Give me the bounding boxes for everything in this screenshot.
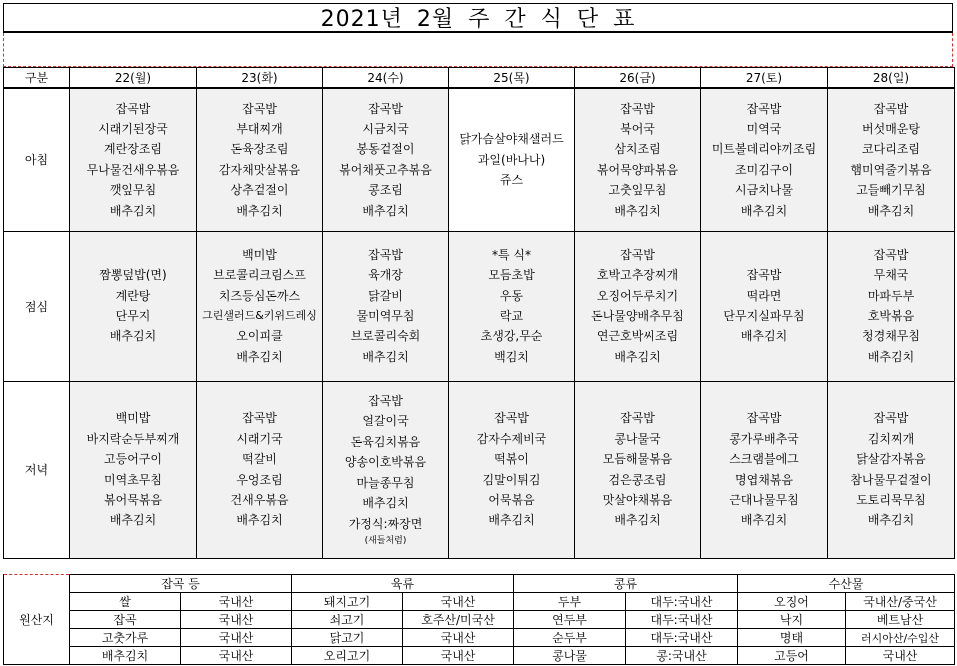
menu-item: 무나물건새우볶음	[86, 162, 180, 177]
menu-item: 배추김치	[236, 513, 283, 528]
menu-item: 검은콩조림	[608, 472, 667, 487]
menu-item: 초생강,무순	[480, 329, 543, 344]
menu-item: 우엉조림	[236, 472, 283, 487]
origin-item: 명태	[738, 629, 846, 647]
menu-cell	[828, 88, 955, 231]
menu-item: 미역초무침	[104, 472, 162, 487]
menu-item: 잡곡밥	[746, 101, 782, 116]
menu-cell	[575, 88, 701, 231]
menu-item: 물미역무침	[356, 309, 415, 323]
menu-item: 얼갈이국	[362, 414, 409, 429]
menu-item: 조미김구이	[735, 162, 793, 177]
menu-cell	[197, 88, 323, 231]
origin-country: 대두:국내산	[626, 593, 738, 611]
menu-item: 브로콜리크림스프	[213, 268, 306, 283]
menu-item: 백미밥	[242, 247, 277, 262]
menu-item: 잡곡밥	[620, 247, 655, 262]
menu-item: 배추김치	[362, 349, 409, 364]
origin-country: 대두:국내산	[626, 629, 738, 647]
origin-row	[4, 611, 955, 629]
menu-item: 배추김치	[109, 513, 157, 528]
menu-item: 배추김치	[362, 203, 409, 218]
menu-item: 배추김치	[740, 329, 788, 344]
menu-cell	[828, 381, 955, 558]
menu-item: 감자수제비국	[476, 431, 547, 446]
menu-item: 도토리묵무침	[856, 492, 926, 507]
origin-country: 국내산	[846, 647, 955, 665]
meal-label: 저녁	[4, 381, 70, 558]
menu-item: 배추김치	[109, 203, 157, 218]
menu-item: 배추김치	[109, 329, 157, 344]
menu-item: 맛살야채볶음	[602, 492, 673, 507]
menu-item: 잡곡밥	[368, 247, 403, 262]
menu-item: 잡곡밥	[620, 411, 655, 426]
menu-item: 잡곡밥	[746, 268, 782, 283]
menu-cell	[70, 88, 197, 231]
menu-item: 배추김치	[614, 349, 661, 364]
menu-item: 떡갈비	[242, 452, 277, 467]
menu-item: 마늘종무침	[356, 475, 415, 490]
menu-item: 배추김치	[614, 513, 661, 528]
menu-cell	[828, 231, 955, 381]
menu-item: 돈육장조림	[230, 142, 289, 157]
menu-cell	[323, 88, 449, 231]
menu-item: 봉동겉절이	[356, 142, 415, 157]
origin-row	[4, 629, 955, 647]
menu-item: 닭가슴살야채샐러드	[459, 132, 564, 147]
origin-item: 콩나물	[514, 647, 626, 665]
menu-item: 콩나물국	[614, 431, 661, 446]
origin-label: 원산지	[4, 575, 70, 665]
menu-item: 배추김치	[488, 513, 535, 528]
menu-cell	[197, 381, 323, 558]
menu-item: 잡곡밥	[115, 101, 151, 116]
menu-item: 모듬해물볶음	[602, 452, 673, 467]
origin-item: 고등어	[738, 647, 846, 665]
origin-country: 베트남산	[846, 611, 955, 629]
menu-item: *특 식*	[492, 247, 531, 262]
origin-country: 러시아산/수입산	[846, 629, 955, 647]
menu-item: 삼치조림	[614, 142, 661, 157]
origin-item: 잡곡	[70, 611, 181, 629]
menu-item: 떡볶이	[494, 452, 529, 467]
menu-item: 배추김치	[614, 203, 661, 218]
day-header: 24(수)	[323, 68, 449, 89]
menu-item: 육개장	[368, 268, 403, 283]
menu-item: 시금치국	[362, 121, 409, 136]
menu-item: 콩조림	[368, 183, 403, 198]
menu-item: 마파두부	[867, 288, 915, 303]
menu-item: 시래기국	[236, 431, 283, 446]
menu-item: 오징어두루치기	[596, 288, 679, 303]
menu-cell	[70, 381, 197, 558]
menu-cell	[449, 88, 575, 231]
menu-item: 스크램블에그	[729, 452, 799, 467]
menu-cell	[701, 381, 828, 558]
menu-item: 바지락순두부찌개	[86, 431, 180, 446]
menu-item: 단무지	[115, 309, 151, 323]
origin-country: 콩:국내산	[626, 647, 738, 665]
origin-item: 돼지고기	[292, 593, 403, 611]
menu-item: 잡곡밥	[873, 101, 909, 116]
menu-item: 잡곡밥	[242, 101, 277, 116]
menu-item: 돈육김치볶음	[350, 434, 421, 449]
weekly-menu-table	[3, 67, 955, 559]
origin-table	[3, 574, 955, 665]
origin-item: 닭고기	[292, 629, 403, 647]
menu-item: 가정식:짜장면	[348, 516, 423, 531]
menu-item: 오이피클	[236, 329, 283, 344]
origin-item: 배추김치	[70, 647, 181, 665]
day-header: 26(금)	[575, 68, 701, 89]
origin-item: 연두부	[514, 611, 626, 629]
origin-row	[4, 647, 955, 665]
origin-item: 쌀	[70, 593, 181, 611]
menu-item: 배추김치	[867, 203, 915, 218]
menu-item: 명엽채볶음	[735, 472, 793, 487]
menu-cell	[449, 231, 575, 381]
menu-item: 잡곡밥	[873, 247, 909, 262]
menu-item: 잡곡밥	[494, 411, 529, 426]
menu-item: 상추겉절이	[230, 183, 289, 198]
origin-item: 오리고기	[292, 647, 403, 665]
menu-item: 계란탕	[115, 288, 151, 303]
menu-item: 시래기된장국	[98, 121, 168, 136]
menu-item: 볶어묵볶음	[104, 492, 162, 507]
menu-item: 쥬스	[499, 172, 524, 187]
menu-item: 잡곡밥	[368, 394, 403, 409]
menu-item: 고들빼기무침	[856, 183, 926, 198]
origin-category: 수산물	[738, 575, 955, 593]
menu-item: 모듬초밥	[488, 268, 535, 283]
menu-item: 콩가루배추국	[729, 431, 799, 446]
origin-category: 잡곡 등	[70, 575, 292, 593]
menu-item: 잡곡밥	[620, 101, 655, 116]
menu-cell	[701, 231, 828, 381]
origin-country: 국내산	[403, 647, 514, 665]
day-header: 28(일)	[828, 68, 955, 89]
day-header: 25(목)	[449, 68, 575, 89]
menu-item: 미트볼데리야끼조림	[711, 142, 817, 157]
origin-category: 육류	[292, 575, 514, 593]
origin-country: 국내산	[181, 647, 292, 665]
menu-item: 치즈등심돈까스	[218, 288, 301, 303]
menu-item-note: (새들처럼)	[364, 535, 407, 546]
menu-item: 닭갈비	[368, 288, 403, 303]
menu-item: 건새우볶음	[230, 492, 289, 507]
menu-item: 잡곡밥	[873, 411, 909, 426]
day-header: 27(토)	[701, 68, 828, 89]
menu-item: 호박고추장찌개	[596, 268, 679, 283]
menu-item: 그린샐러드&키위드레싱	[202, 309, 317, 322]
menu-item: 볶어묵양파볶음	[596, 162, 679, 177]
menu-item: 햄미역줄기볶음	[850, 162, 932, 177]
menu-item: 참나물무겉절이	[850, 472, 932, 487]
menu-item: 과일(바나나)	[477, 152, 546, 167]
origin-row	[4, 593, 955, 611]
menu-item: 코다리조림	[862, 142, 920, 157]
menu-item: 우동	[499, 288, 524, 303]
menu-item: 계란장조림	[104, 142, 162, 157]
origin-country: 국내산	[181, 611, 292, 629]
menu-item: 무채국	[873, 268, 909, 283]
menu-item: 락교	[499, 309, 524, 323]
origin-country: 호주산/미국산	[403, 611, 514, 629]
menu-item: 양송이호박볶음	[344, 455, 427, 470]
origin-country: 국내산	[181, 593, 292, 611]
blank-band	[3, 33, 953, 67]
menu-cell	[70, 231, 197, 381]
menu-cell	[701, 88, 828, 231]
menu-item: 김말이튀김	[482, 472, 541, 487]
menu-item: 짬뽕덮밥(면)	[99, 268, 167, 283]
origin-category-row	[4, 575, 955, 593]
menu-item: 단무지실파무침	[723, 309, 805, 323]
menu-item: 청경채무침	[862, 329, 920, 344]
menu-item: 배추김치	[236, 203, 283, 218]
menu-item: 고춧잎무침	[608, 183, 667, 198]
menu-item: 깻잎무침	[109, 183, 157, 198]
menu-item: 배추김치	[362, 496, 409, 511]
page-title: 2021년 2월 주 간 식 단 표	[3, 3, 953, 33]
menu-cell	[575, 381, 701, 558]
header-label: 구분	[4, 68, 70, 89]
menu-item: 배추김치	[867, 513, 915, 528]
origin-country: 대두:국내산	[626, 611, 738, 629]
origin-item: 순두부	[514, 629, 626, 647]
lunch-row	[4, 231, 955, 381]
menu-item: 배추김치	[740, 513, 788, 528]
dinner-row	[4, 381, 955, 558]
day-header: 22(월)	[70, 68, 197, 89]
menu-item: 볶어채풋고추볶음	[339, 162, 432, 177]
origin-item: 두부	[514, 593, 626, 611]
menu-item: 떡라면	[746, 288, 782, 303]
meal-label: 아침	[4, 88, 70, 231]
origin-country: 국내산	[181, 629, 292, 647]
origin-item: 고춧가루	[70, 629, 181, 647]
menu-item: 호박볶음	[867, 309, 915, 323]
menu-item: 배추김치	[236, 349, 283, 364]
menu-item: 돈나물양배추무침	[591, 309, 684, 323]
menu-cell	[323, 231, 449, 381]
menu-item: 감자채맛살볶음	[218, 162, 301, 177]
menu-item: 백김치	[494, 349, 529, 364]
menu-cell	[575, 231, 701, 381]
origin-country: 국내산	[403, 593, 514, 611]
menu-cell	[323, 381, 449, 558]
menu-item: 부대찌개	[236, 121, 283, 136]
menu-item: 김치찌개	[867, 431, 915, 446]
origin-item: 오징어	[738, 593, 846, 611]
menu-item: 잡곡밥	[368, 101, 403, 116]
breakfast-row	[4, 88, 955, 231]
menu-item: 잡곡밥	[746, 411, 782, 426]
menu-item: 배추김치	[740, 203, 788, 218]
origin-country: 국내산/중국산	[846, 593, 955, 611]
menu-item: 연근호박씨조림	[596, 329, 679, 344]
menu-item: 시금치나물	[735, 183, 793, 198]
meal-label: 점심	[4, 231, 70, 381]
origin-country: 국내산	[403, 629, 514, 647]
menu-item: 고등어구이	[104, 452, 162, 467]
menu-item: 미역국	[746, 121, 782, 136]
menu-item: 근대나물무침	[729, 492, 799, 507]
origin-item: 쇠고기	[292, 611, 403, 629]
menu-item: 잡곡밥	[242, 411, 277, 426]
origin-item: 낙지	[738, 611, 846, 629]
menu-cell	[197, 231, 323, 381]
menu-item: 버섯매운탕	[862, 121, 920, 136]
menu-item: 백미밥	[115, 411, 151, 426]
origin-category: 콩류	[514, 575, 738, 593]
menu-cell	[449, 381, 575, 558]
menu-item: 어묵볶음	[488, 492, 535, 507]
menu-item: 배추김치	[867, 349, 915, 364]
menu-item: 닭살감자볶음	[856, 452, 926, 467]
menu-item: 북어국	[620, 121, 655, 136]
header-row	[4, 68, 955, 89]
day-header: 23(화)	[197, 68, 323, 89]
menu-item: 브로콜리숙회	[350, 329, 421, 344]
